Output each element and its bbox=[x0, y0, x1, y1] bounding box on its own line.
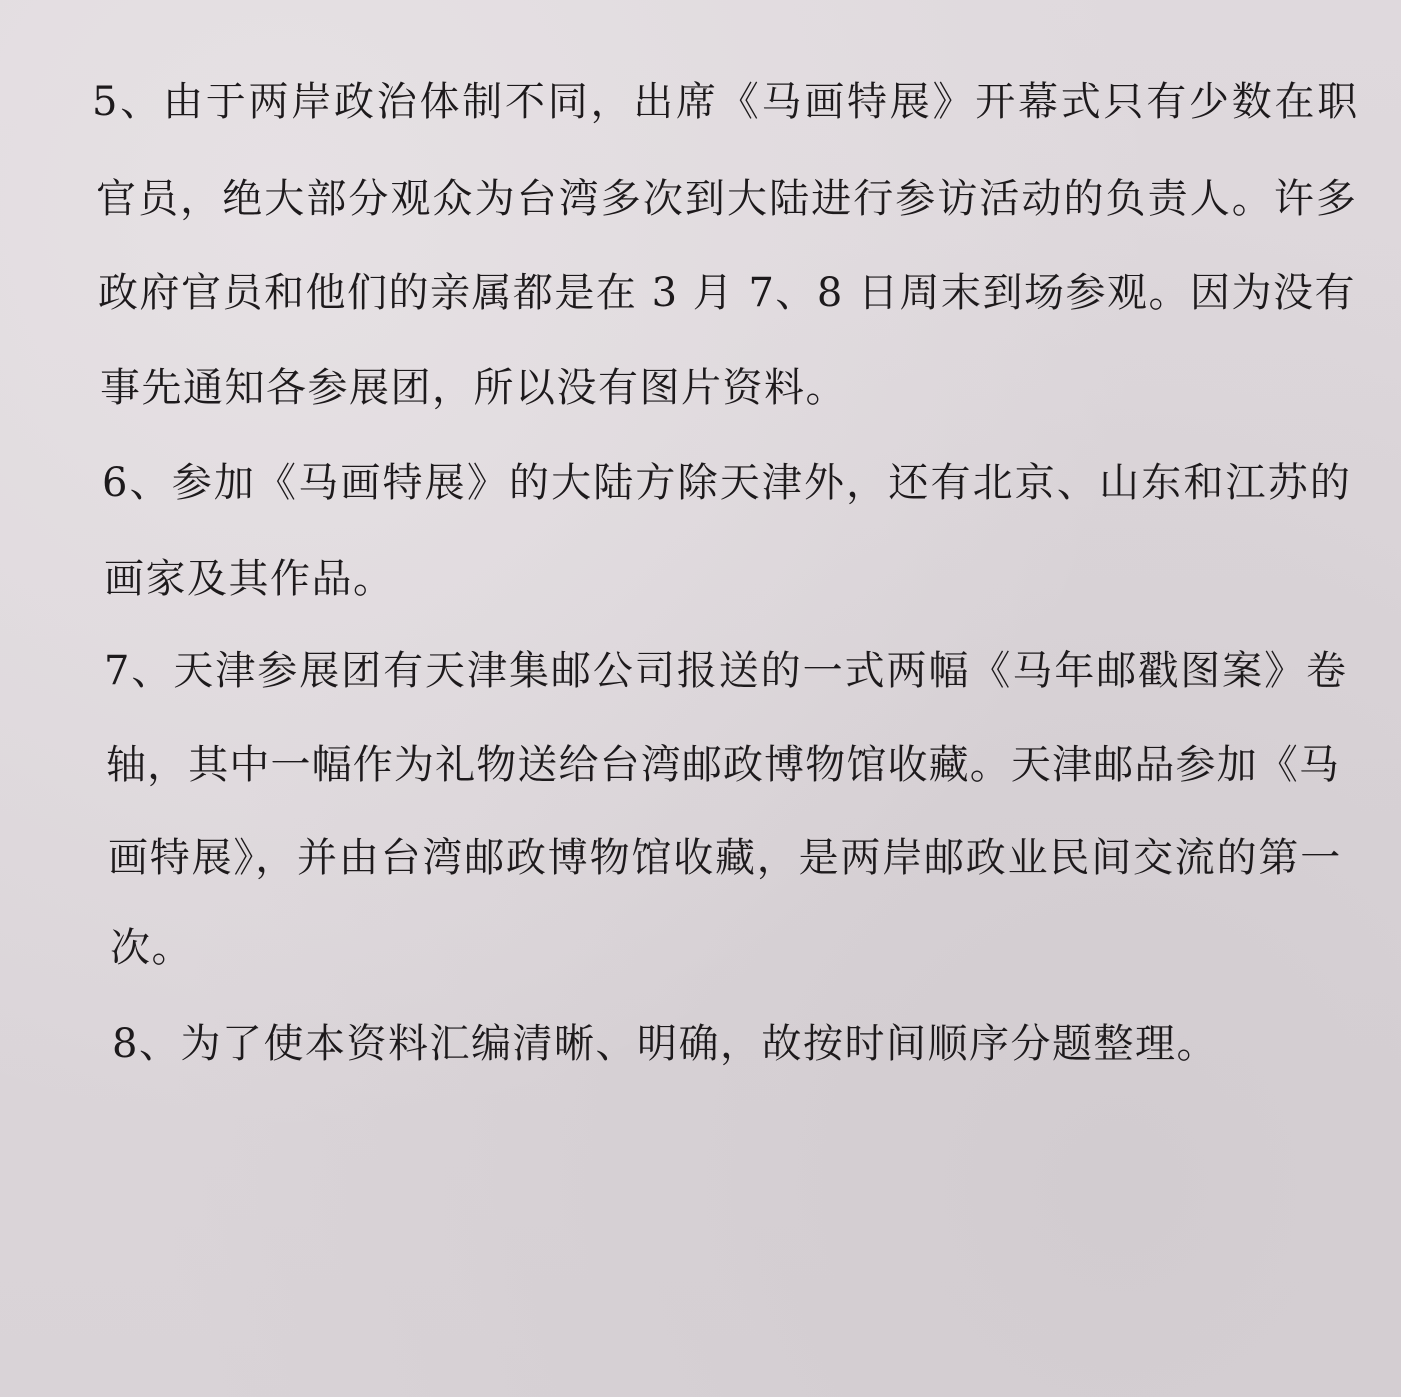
paragraph-7-line-2: 轴，其中一幅作为礼物送给台湾邮政博物馆收藏。天津邮品参加《马 bbox=[106, 742, 1340, 788]
paragraph-6-line-2: 画家及其作品。 bbox=[104, 556, 395, 602]
paragraph-5-line-4: 事先通知各参展团，所以没有图片资料。 bbox=[100, 365, 847, 411]
paragraph-7-line-4: 次。 bbox=[110, 925, 193, 971]
paragraph-5-line-2: 官员，绝大部分观众为台湾多次到大陆进行参访活动的负责人。许多 bbox=[96, 176, 1358, 222]
paragraph-6-line-1: 6、参加《马画特展》的大陆方除天津外，还有北京、山东和江苏的 bbox=[102, 460, 1352, 506]
paragraph-5-line-3: 政府官员和他们的亲属都是在 3 月 7、8 日周末到场参观。因为没有 bbox=[98, 270, 1356, 316]
paragraph-7-line-3: 画特展》，并由台湾邮政博物馆收藏，是两岸邮政业民间交流的第一 bbox=[108, 835, 1342, 881]
paragraph-8-line-1: 8、为了使本资料汇编清晰、明确，故按时间顺序分题整理。 bbox=[112, 1021, 1218, 1067]
paragraph-5-line-1: 5、由于两岸政治体制不同，出席《马画特展》开幕式只有少数在职 bbox=[92, 79, 1360, 125]
paragraph-7-line-1: 7、天津参展团有天津集邮公司报送的一式两幅《马年邮戳图案》卷 bbox=[104, 648, 1348, 694]
